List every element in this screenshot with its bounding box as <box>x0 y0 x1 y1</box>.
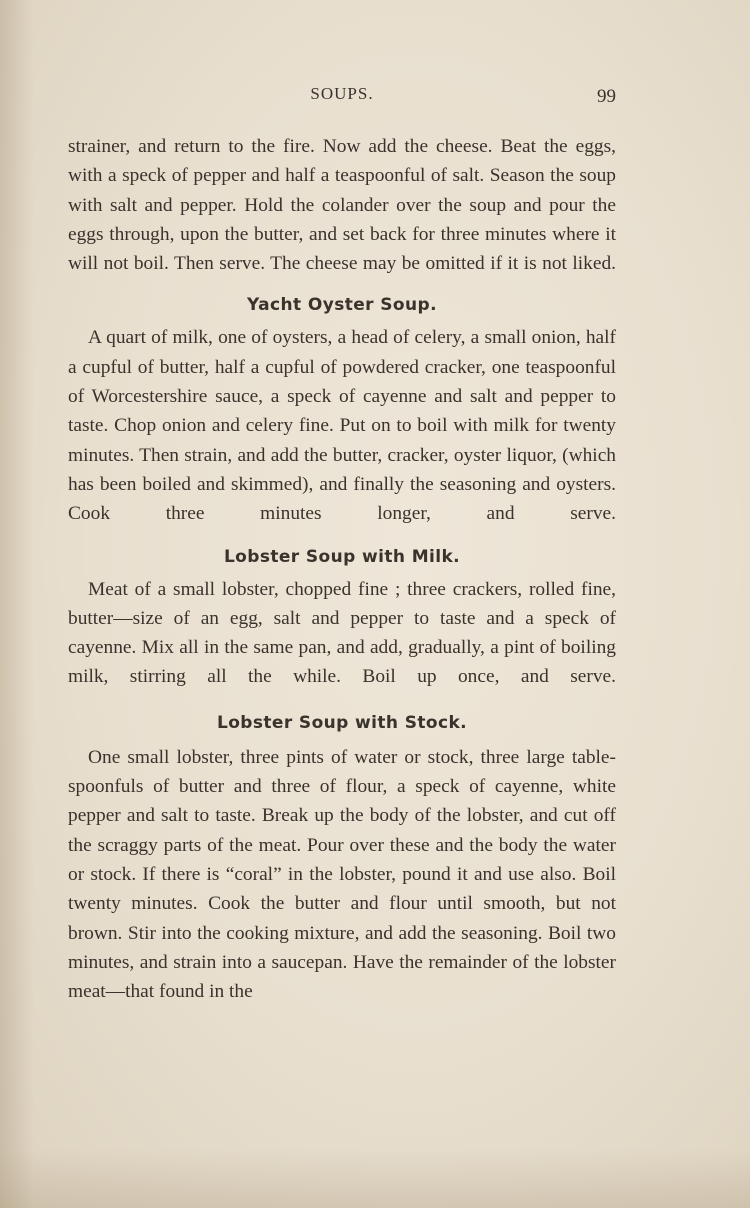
recipe-text-lobster-soup-with-milk: Meat of a small lobster, chopped fine ; three crackers, rolled fine, butter—size of an egg, salt and pepper to taste and a speck of cayenne. Mix all in the same pan, and add, gradually, a pint of boiling milk, stirring all the while. Boil up once, and serve. <box>68 578 616 688</box>
recipe-title-lobster-soup-with-milk: Lobster Soup with Milk. <box>223 546 461 567</box>
intro-paragraph: strainer, and return to the fire. Now add the cheese. Beat the eggs, with a speck of pepper and half a teaspoonful of salt. Season the soup with salt and pepper. Hold the colander over the soup and pour the eggs through, upon the butter, and set back for three minutes where it will not boil. Then serve. The cheese may be omitted if it is not liked. <box>68 136 616 275</box>
running-title: SOUPS. <box>310 84 374 103</box>
recipe-text-yacht-oyster-soup: A quart of milk, one of oysters, a head of celery, a small onion, half a cupful of butter, half a cupful of powdered cracker, one teaspoonful of Worcestershire sauce, a speck of cayenne and salt and pepper to taste. Chop onion and celery fine. Put on to boil with milk for twenty minutes. Then strain, and add the butter, cracker, oyster liquor, (which has been boiled and skimmed), and finally the seasoning and oysters. Cook three minutes longer, and serve. <box>68 327 616 525</box>
recipe-title-yacht-oyster-soup: Yacht Oyster Soup. <box>247 295 437 316</box>
recipe-text-lobster-soup-with-stock: One small lobster, three pints of water or stock, three large table-spoonfuls of butter and three of flour, a speck of cayenne, white pepper and salt to taste. Break up the body of the lobster, and cut off the scraggy parts of the meat. Pour over these and the body the water or stock. If there is “coral” in the lobster, pound it and use also. Boil twenty minutes. Cook the butter and flour until smooth, but not brown. Stir into the cooking mixture, and add the seasoning. Boil two minutes, and strain into a saucepan. Have the remainder of the lobster meat—that found in the <box>68 746 616 1003</box>
recipe-title-lobster-soup-with-stock: Lobster Soup with Stock. <box>216 712 468 733</box>
page-number: 99 <box>597 86 616 107</box>
running-head <box>68 84 616 108</box>
text-block <box>68 132 616 1006</box>
